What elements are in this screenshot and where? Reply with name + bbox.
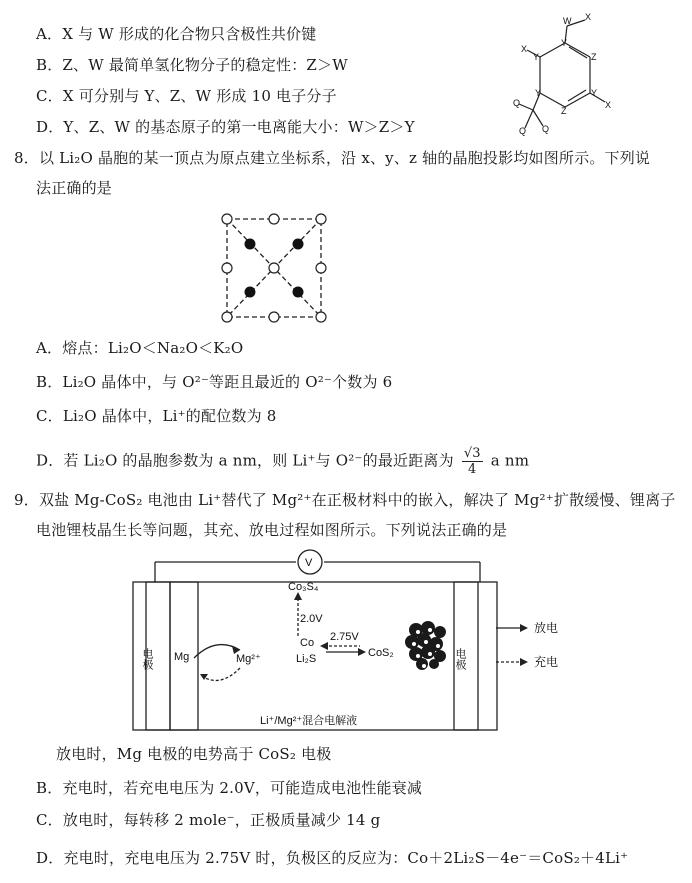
co-label: Co [300, 637, 315, 649]
atom-label-w: W [563, 16, 572, 26]
q8-option-d [36, 446, 529, 477]
atom-label-y: Y [561, 38, 568, 48]
voltage-2v-label: 2.0V [300, 613, 323, 625]
q8-option-d-unit: a nm [490, 451, 530, 470]
q7-structure-diagram [505, 6, 635, 136]
electrolyte-label: Li⁺/Mg²⁺混合电解液 [260, 715, 358, 727]
left-electrode-label: 电极 [141, 648, 153, 670]
q8-stem-line2: 法正确的是 [36, 179, 113, 197]
fraction [462, 446, 483, 477]
mg-label: Mg [174, 651, 190, 663]
cos2-label: CoS₂ [368, 647, 394, 659]
q8-option-d-text: D．若 Li₂O 的晶胞参数为 a nm，则 Li⁺与 O²⁻的最近距离为 [36, 451, 454, 470]
mg-ion-label: Mg²⁺ [236, 653, 261, 665]
atom-label-q: Q [542, 124, 550, 134]
q8-stem-line1: 8．以 Li₂O 晶胞的某一顶点为原点建立坐标系，沿 x、y、z 轴的晶胞投影均如图所示。下列说 [14, 149, 651, 167]
right-electrode-label: 电极 [454, 648, 466, 670]
q7-option-c: C．X 可分别与 Y、Z、W 形成 10 电子分子 [36, 87, 337, 105]
fraction-denominator: 4 [468, 462, 477, 477]
atom-label-y: Y [533, 52, 540, 62]
atom-label-y: Y [535, 88, 542, 98]
q8-option-c: C．Li₂O 晶体中，Li⁺的配位数为 8 [36, 407, 277, 425]
fraction-numerator: √3 [463, 446, 481, 461]
q9-stem-line1: 9．双盐 Mg-CoS₂ 电池由 Li⁺替代了 Mg²⁺在正极材料中的嵌入，解决了 Mg²⁺扩散缓慢、锂离子 [14, 491, 676, 509]
q9-option-b: B．充电时，若充电电压为 2.0V，可能造成电池性能衰减 [36, 779, 423, 797]
q9-option-a: 放电时，Mg 电极的电势高于 CoS₂ 电极 [56, 745, 332, 763]
charge-discharge-legend [494, 618, 574, 678]
q9-option-c: C．放电时，每转移 2 mole⁻，正极质量减少 14 g [36, 811, 381, 829]
voltmeter-label: V [305, 557, 313, 569]
atom-label-x: X [585, 12, 592, 22]
q9-stem-line2: 电池锂枝晶生长等问题，其充、放电过程如图所示。下列说法正确的是 [36, 521, 508, 539]
q8-option-a: A．熔点：Li₂O＜Na₂O＜K₂O [36, 339, 244, 357]
q7-option-b: B．Z、W 最简单氢化物分子的稳定性：Z＞W [36, 56, 348, 74]
atom-label-z: Z [561, 106, 567, 116]
atom-label-q: Q [519, 126, 527, 136]
q8-option-b: B．Li₂O 晶体中，与 O²⁻等距且最近的 O²⁻个数为 6 [36, 373, 393, 391]
atom-label-x: X [605, 100, 612, 110]
q7-option-a: A．X 与 W 形成的化合物只含极性共价键 [36, 25, 317, 43]
crystal-cell-projection [218, 210, 330, 326]
legend-charge-label: 充电 [534, 655, 559, 669]
legend-discharge-label: 放电 [534, 621, 559, 635]
atom-label-z: Z [591, 52, 597, 62]
voltage-275v-label: 2.75V [330, 631, 359, 643]
q9-option-d: D．充电时，充电电压为 2.75V 时，负极区的反应为：Co＋2Li₂S－4e⁻＝CoS₂＋4Li⁺ [36, 849, 629, 867]
li2s-label: Li₂S [296, 653, 317, 665]
atom-label-x: X [521, 44, 528, 54]
q7-option-d: D．Y、Z、W 的基态原子的第一电离能大小：W＞Z＞Y [36, 118, 415, 136]
co3s4-label: Co₃S₄ [288, 581, 319, 593]
atom-label-y: Y [591, 88, 598, 98]
atom-label-q: Q [513, 98, 521, 108]
